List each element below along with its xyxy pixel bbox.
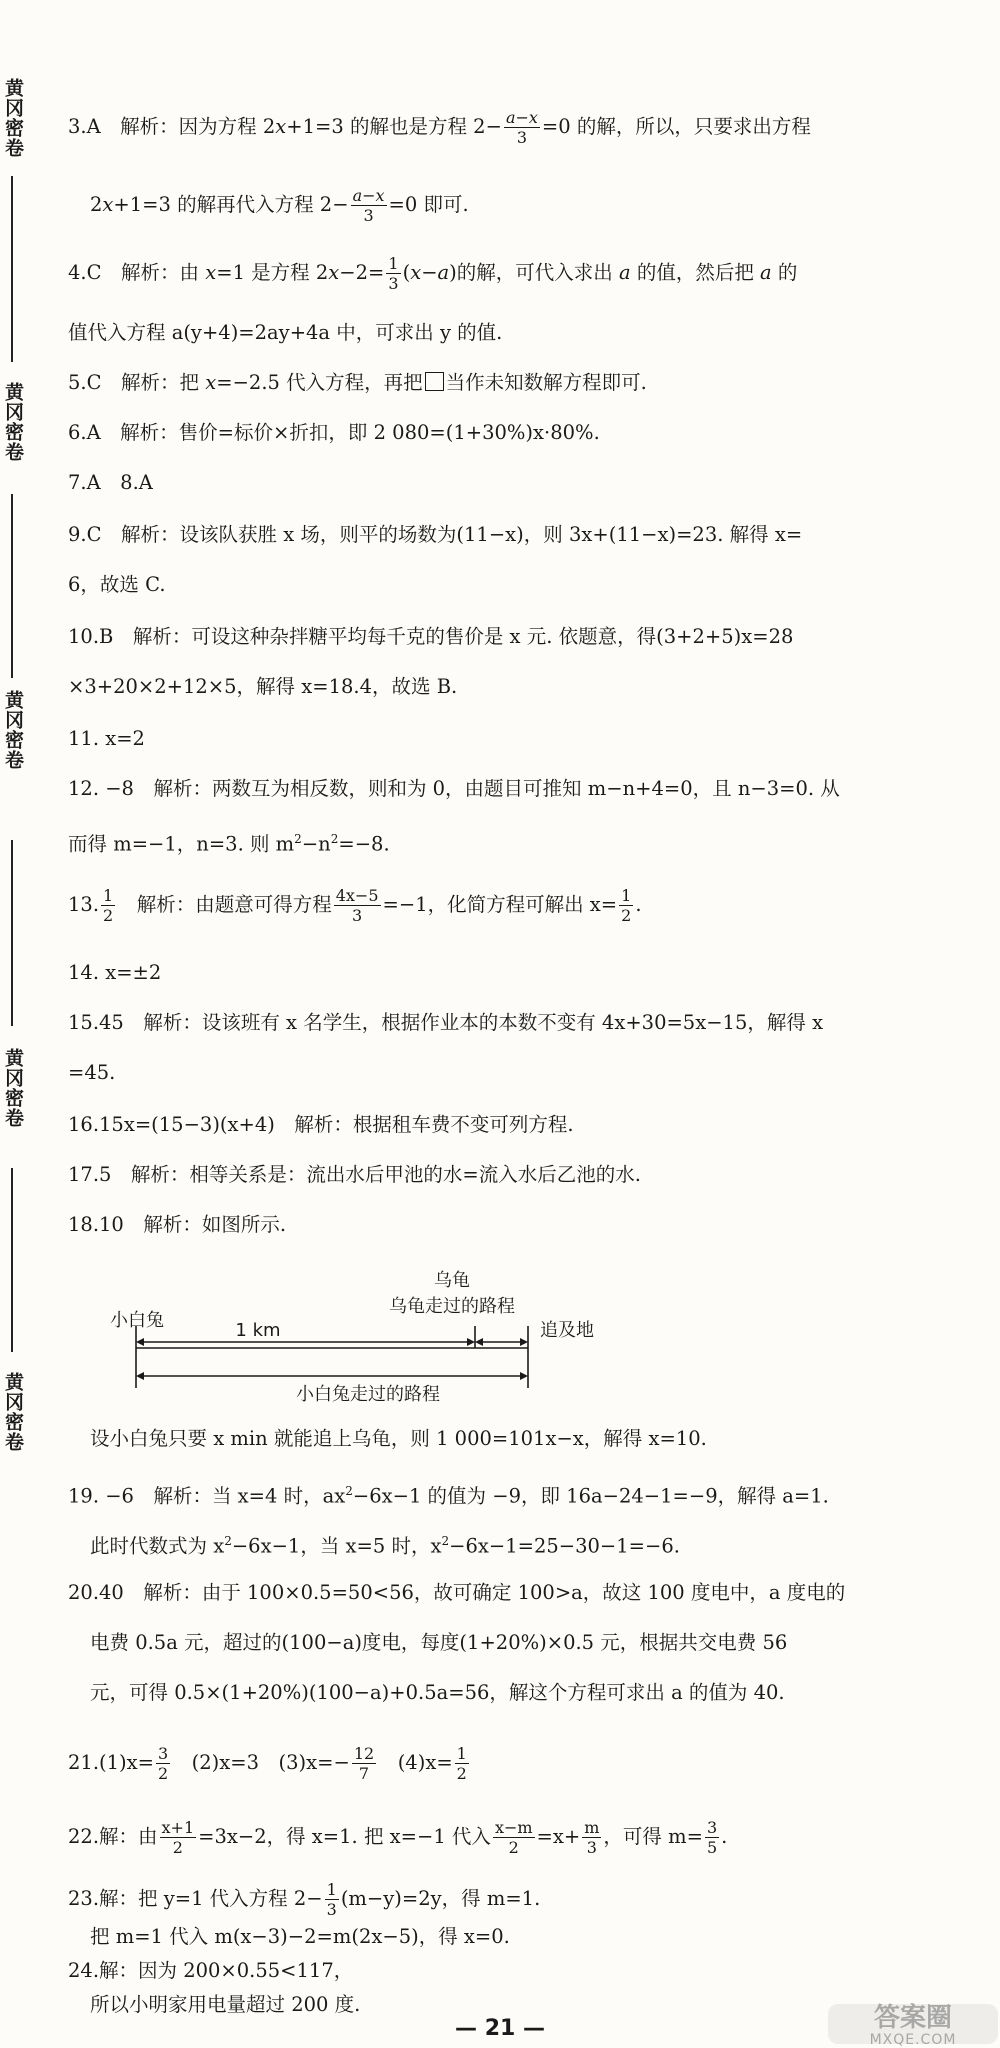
side-divider	[11, 840, 13, 1026]
answer-4-line-2: 值代入方程 a(y+4)=2ay+4a 中，可求出 y 的值.	[68, 321, 503, 344]
answer-15-line-1: 15.45 解析：设该班有 x 名学生，根据作业本的本数不变有 4x+30=5x−15，解得 x	[68, 1011, 824, 1034]
fraction: $\frac{1}{3}$	[388, 254, 399, 293]
answer-4-line-1: 4.C 解析：由 x=1 是方程 2x−2= $\frac{1}{3}$ (x−a)的解，可代入求出 a 的值，然后把 a 的	[68, 254, 798, 293]
fraction: $\frac{a-x}{3}$	[505, 108, 538, 147]
answer-22: 22.解：由 $\frac{x+1}{2}$ =3x−2，得 x=1. 把 x=−1 代入 $\frac{x-m}{2}$ =x+ $\frac{m}{3}$ ，可得 m= $\frac{3}{5}$ .	[68, 1818, 728, 1857]
rabbit-label: 小白兔	[110, 1310, 164, 1331]
blank-box-icon	[425, 372, 444, 391]
fraction: $\frac{a-x}{3}$	[352, 186, 385, 225]
answer-16: 16.15x=(15−3)(x+4) 解析：根据租车费不变可列方程.	[68, 1113, 574, 1136]
answer-10-line-2: ×3+20×2+12×5，解得 x=18.4，故选 B.	[68, 675, 458, 698]
answer-20-line-2: 电费 0.5a 元，超过的(100−a)度电，每度(1+20%)×0.5 元，根据共交电费 56	[90, 1631, 788, 1654]
answer-15-line-2: =45.	[68, 1061, 116, 1084]
answer-19-line-2: 此时代数式为 $x^2-6x-1$，当 x=5 时，$x^2-6x-1=25-30-1=-6$.	[90, 1534, 680, 1558]
fraction: $\frac{1}{2}$	[456, 1744, 467, 1783]
answer-18-solution: 设小白兔只要 x min 就能追上乌龟，则 1 000=101x−x，解得 x=10.	[90, 1427, 707, 1450]
answer-24-line-2: 所以小明家用电量超过 200 度.	[90, 1993, 361, 2016]
side-label: 黄冈密卷	[2, 1372, 24, 1452]
answer-20-line-1: 20.40 解析：由于 100×0.5=50<56，故可确定 100>a，故这 100 度电中，a 度电的	[68, 1581, 846, 1604]
answer-9-line-1: 9.C 解析：设该队获胜 x 场，则平的场数为(11−x)，则 3x+(11−x)=23. 解得 x=	[68, 523, 803, 546]
side-divider	[11, 1168, 13, 1352]
side-label: 黄冈密卷	[2, 382, 24, 462]
answer-3-line-2: 2x+1=3 的解再代入方程 2− $\frac{a-x}{3}$ =0 即可.	[90, 186, 469, 225]
fraction: $\frac{m}{3}$	[584, 1818, 600, 1857]
tortoise-label: 乌龟	[434, 1270, 470, 1291]
answer-6: 6.A 解析：售价=标价×折扣，即 2 080=(1+30%)x·80%.	[68, 421, 600, 444]
answer-19-line-1: 19. −6 解析：当 x=4 时，$ax^2-6x-1$ 的值为 −9，即 16a−24−1=−9，解得 a=1.	[68, 1484, 829, 1508]
answer-18: 18.10 解析：如图所示.	[68, 1213, 287, 1236]
side-label: 黄冈密卷	[2, 1048, 24, 1128]
fraction: $\frac{1}{2}$	[103, 886, 114, 925]
answer-20-line-3: 元，可得 0.5×(1+20%)(100−a)+0.5a=56，解这个方程可求出 a 的值为 40.	[90, 1681, 785, 1704]
fraction: $\frac{1}{3}$	[326, 1880, 337, 1919]
fraction: $\frac{x+1}{2}$	[161, 1818, 195, 1857]
answer-21: 21.(1)x= $\frac{3}{2}$ (2)x=3 (3)x=− $\frac{12}{7}$ (4)x= $\frac{1}{2}$	[68, 1744, 467, 1783]
tortoise-path-label: 乌龟走过的路程	[389, 1296, 515, 1317]
answer-5: 5.C 解析：把 x=−2.5 代入方程，再把 当作未知数解方程即可.	[68, 371, 647, 394]
catch-point-label: 追及地	[540, 1320, 594, 1341]
watermark-logo: 答案圈 MXQE.COM	[828, 2004, 998, 2044]
distance-label: 1 km	[235, 1320, 281, 1341]
fraction: $\frac{3}{5}$	[706, 1818, 718, 1857]
side-divider	[11, 176, 13, 362]
answer-9-line-2: 6，故选 C.	[68, 573, 166, 596]
page-number: — 21 —	[455, 2016, 545, 2041]
answer-11: 11. x=2	[68, 727, 145, 750]
answer-3-line-1: 3.A 解析：因为方程 2x+1=3 的解也是方程 2− $\frac{a-x}{3}$ =0 的解，所以，只要求出方程	[68, 108, 811, 147]
answer-17: 17.5 解析：相等关系是：流出水后甲池的水=流入水后乙池的水.	[68, 1163, 641, 1186]
answer-13: 13. $\frac{1}{2}$ 解析：由题意可得方程 $\frac{4x-5}{3}$ =−1，化简方程可解出 x= $\frac{1}{2}$ .	[68, 886, 642, 925]
answer-10-line-1: 10.B 解析：可设这种杂拌糖平均每千克的售价是 x 元. 依题意，得(3+2+5)x=28	[68, 625, 794, 648]
answer-24-line-1: 24.解：因为 200×0.55<117，	[68, 1959, 354, 1982]
fraction: $\frac{4x-5}{3}$	[335, 886, 379, 925]
answer-12-line-2: 而得 m=−1，n=3. 则 $m^2-n^2=-8$.	[68, 832, 390, 856]
rabbit-path-label: 小白兔走过的路程	[296, 1384, 440, 1405]
fraction: $\frac{1}{2}$	[621, 886, 632, 925]
answer-23-row1: 23.解：把 y=1 代入方程 2− $\frac{1}{3}$ (m−y)=2y，得 m=1.	[68, 1880, 541, 1919]
answer-14: 14. x=±2	[68, 961, 162, 984]
fraction: $\frac{3}{2}$	[157, 1744, 169, 1783]
side-divider	[11, 494, 13, 678]
side-label: 黄冈密卷	[2, 690, 24, 770]
answer-23-line2: 把 m=1 代入 m(x−3)−2=m(2x−5)，得 x=0.	[90, 1925, 510, 1948]
fraction: $\frac{12}{7}$	[353, 1744, 375, 1783]
side-label: 黄冈密卷	[2, 78, 24, 158]
fraction: $\frac{x-m}{2}$	[494, 1818, 533, 1857]
answer-7-8: 7.A 8.A	[68, 471, 153, 494]
chase-diagram	[108, 1264, 608, 1414]
answer-12-line-1: 12. −8 解析：两数互为相反数，则和为 0，由题目可推知 m−n+4=0，且 n−3=0. 从	[68, 777, 840, 800]
